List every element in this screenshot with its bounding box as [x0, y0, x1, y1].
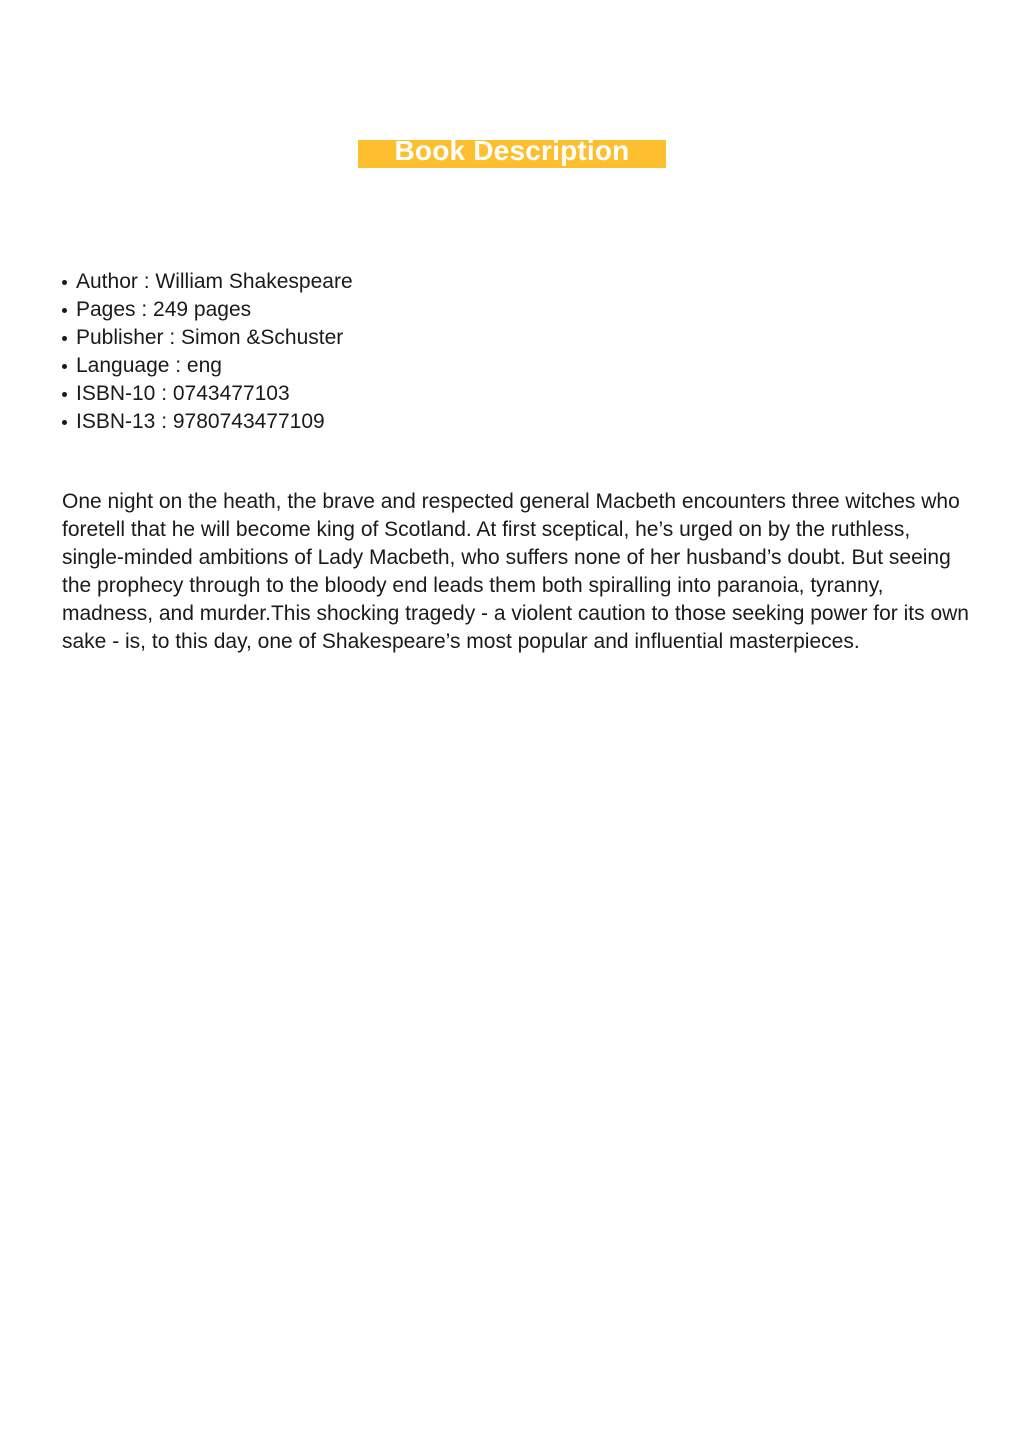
detail-language-text: Language : eng	[76, 354, 222, 377]
detail-author-text: Author : William Shakespeare	[76, 270, 353, 293]
detail-publisher	[62, 324, 353, 352]
detail-pages	[62, 296, 353, 324]
detail-isbn13-text: ISBN-13 : 9780743477109	[76, 410, 325, 433]
bullet-icon	[62, 420, 67, 425]
title-banner	[0, 135, 1024, 168]
detail-author	[62, 268, 353, 296]
title-highlight	[358, 135, 666, 168]
detail-language	[62, 352, 353, 380]
book-details-list	[62, 268, 353, 436]
book-description-paragraph: One night on the heath, the brave and respected general Macbeth encounters three witches who foretell that he will become king of Scotland. At first sceptical, he’s urged on by the ruthless, single-minded ambitions of Lady Macbeth, who suffers none of her husband’s doubt. But seeing the prophecy through to the bloody end leads them both spiralling into paranoia, tyranny, madness, and murder.This shocking tragedy - a violent caution to those seeking power for its own sake - is, to this day, one of Shakespeare’s most popular and influential masterpieces.	[62, 490, 969, 653]
page-title: Book Description	[394, 135, 630, 166]
detail-isbn13	[62, 408, 353, 436]
bullet-icon	[62, 336, 67, 341]
detail-isbn10-text: ISBN-10 : 0743477103	[76, 382, 290, 405]
bullet-icon	[62, 280, 67, 285]
detail-pages-text: Pages : 249 pages	[76, 298, 252, 321]
detail-publisher-text: Publisher : Simon &Schuster	[76, 326, 344, 349]
bullet-icon	[62, 392, 67, 397]
detail-isbn10	[62, 380, 353, 408]
bullet-icon	[62, 308, 67, 313]
bullet-icon	[62, 364, 67, 369]
